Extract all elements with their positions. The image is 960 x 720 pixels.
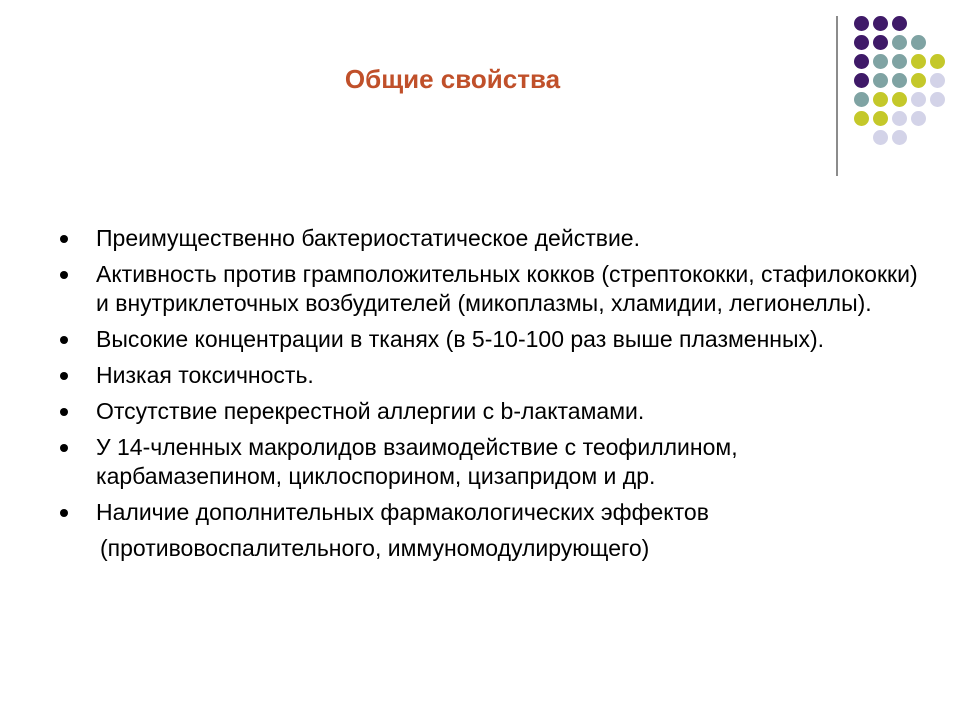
list-item [60,260,920,318]
bullet-list [60,224,920,570]
decorative-dot [911,92,926,107]
bullet-text: Наличие дополнительных фармакологических эффектов [96,499,709,525]
bullet-dot-icon [60,444,68,452]
bullet-text: Активность против грамположительных кокков (стрептококки, стафилококки) и внутриклеточных возбудителей (микоплазмы, хламидии, легионеллы). [96,261,918,316]
decorative-dot [873,130,888,145]
decorative-dot [892,16,907,31]
bullet-dot-icon [60,408,68,416]
list-item [60,361,920,390]
decorative-dot [911,35,926,50]
decorative-dot [930,54,945,69]
bullet-continuation-text: (противовоспалительного, иммуномодулирующего) [100,535,650,561]
decorative-dot [911,111,926,126]
decorative-dot [911,73,926,88]
bullet-text: Отсутствие перекрестной аллергии с b-лактамами. [96,398,645,424]
decorative-dot [911,54,926,69]
list-item [60,224,920,253]
decorative-dot [854,35,869,50]
list-item [60,397,920,426]
slide-title: Общие свойства [344,64,561,94]
bullet-dot-icon [60,271,68,279]
bullet-text: Высокие концентрации в тканях (в 5-10-100 раз выше плазменных). [96,326,825,352]
bullet-text: Преимущественно бактериостатическое действие. [96,225,640,251]
bullet-dot-icon [60,509,68,517]
bullet-text: Низкая токсичность. [96,362,314,388]
list-item [60,325,920,354]
decorative-dot [873,16,888,31]
decorative-dot [854,111,869,126]
bullet-text: У 14-членных макролидов взаимодействие с теофиллином, карбамазепином, циклоспорином, цизапридом и др. [96,434,738,489]
decorative-dot-grid [0,0,960,200]
list-item [60,433,920,491]
decorative-dot [892,111,907,126]
decorative-dot [892,35,907,50]
vertical-divider [836,16,838,176]
bullet-dot-icon [60,235,68,243]
list-item [60,498,920,563]
bullet-dot-icon [60,372,68,380]
bullet-dot-icon [60,336,68,344]
decorative-dot [873,111,888,126]
decorative-dot [873,35,888,50]
decorative-dot [930,73,945,88]
decorative-dot [930,92,945,107]
decorative-dot [892,130,907,145]
decorative-dot [854,16,869,31]
